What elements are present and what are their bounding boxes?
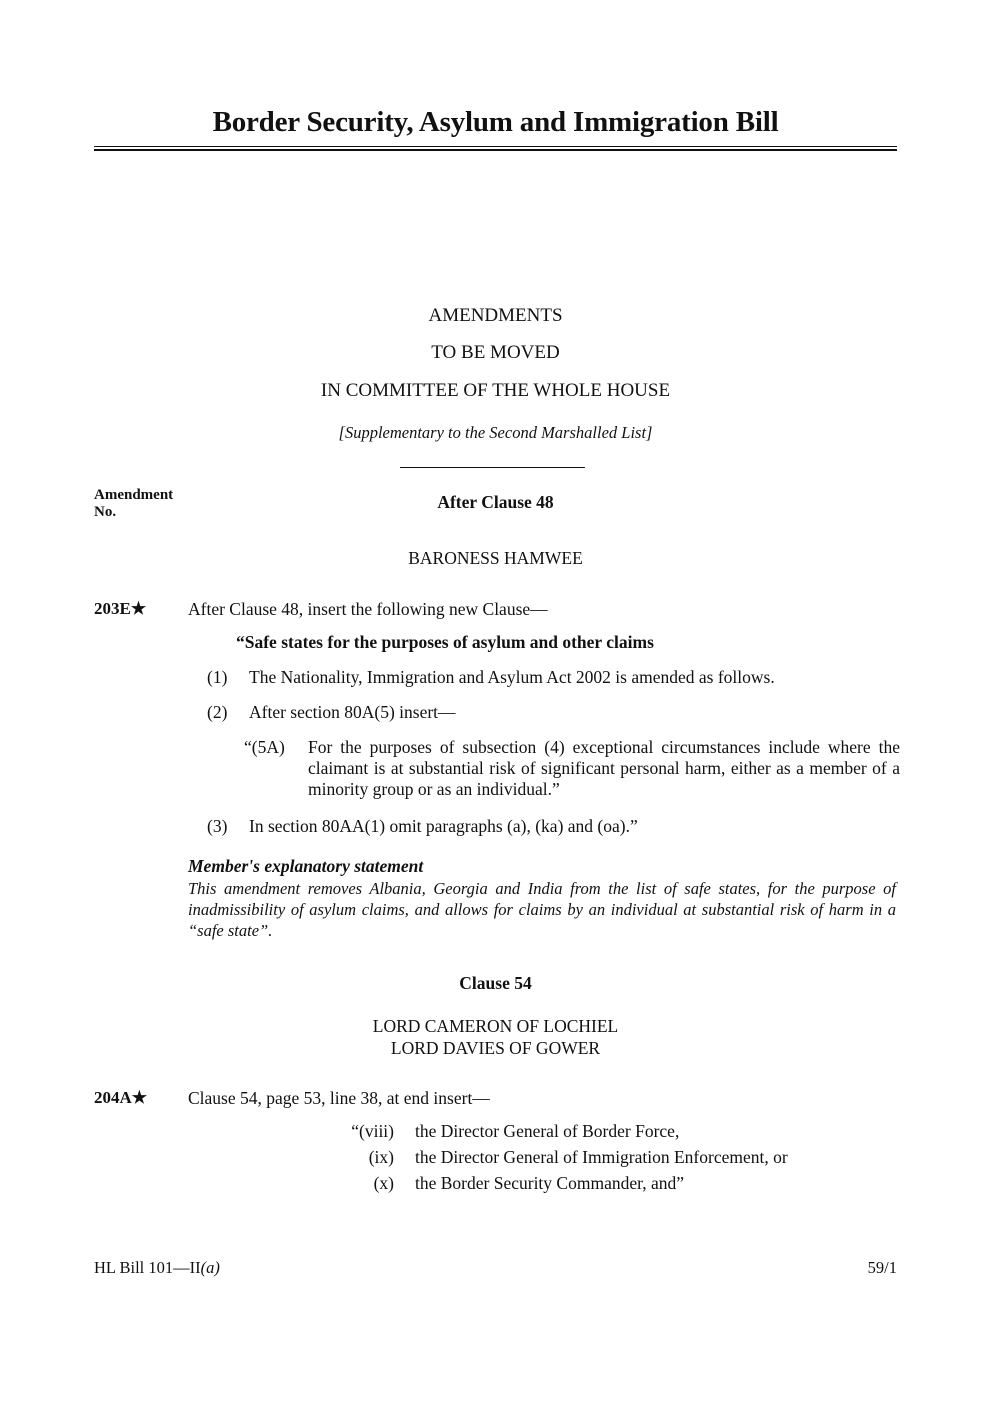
footer-bill-suffix: (a) — [200, 1258, 220, 1277]
subsection-number: (3) — [207, 816, 228, 836]
item-number: (ix) — [368, 1147, 394, 1167]
footer-bill-reference — [94, 1258, 220, 1278]
member-name: LORD DAVIES OF GOWER — [390, 1038, 601, 1058]
amendment-intro: Clause 54, page 53, line 38, at end insert— — [188, 1088, 490, 1108]
heading-to-be-moved: TO BE MOVED — [431, 342, 560, 363]
inserted-subsection-number: “(5A) — [244, 737, 285, 757]
item-text: the Border Security Commander, and” — [415, 1173, 685, 1193]
subheading: [Supplementary to the Second Marshalled List] — [338, 423, 653, 442]
title-rule-thick — [94, 149, 897, 151]
member-name: BARONESS HAMWEE — [408, 548, 583, 568]
inserted-subsection-text: For the purposes of subsection (4) exceptional circumstances include where the claimant is at substantial risk of significant personal harm, either as a member of a minority group or as an individual.” — [308, 737, 900, 799]
footer-page-number: 59/1 — [867, 1258, 897, 1277]
heading-amendments: AMENDMENTS — [428, 305, 563, 326]
title-rule-thin — [94, 146, 897, 147]
subsection-text: After section 80A(5) insert— — [249, 702, 456, 722]
subsection-number: (2) — [207, 702, 228, 722]
amendment-number: 203E★ — [94, 599, 147, 618]
heading-committee: IN COMMITTEE OF THE WHOLE HOUSE — [320, 380, 671, 401]
amendment-label-line1: Amendment — [94, 487, 174, 503]
section-heading-after-clause-48: After Clause 48 — [437, 492, 554, 512]
item-text: the Director General of Immigration Enforcement, or — [415, 1147, 788, 1167]
subsection-text: The Nationality, Immigration and Asylum Act 2002 is amended as follows. — [249, 667, 775, 687]
subsection-number: (1) — [207, 667, 228, 687]
document-title: Border Security, Asylum and Immigration Bill — [212, 106, 779, 138]
item-number: (x) — [373, 1173, 394, 1193]
explanatory-heading: Member's explanatory statement — [188, 856, 424, 876]
subsection-text: In section 80AA(1) omit paragraphs (a), (ka) and (oa).” — [249, 816, 638, 836]
amendment-number: 204A★ — [94, 1088, 148, 1107]
section-heading-clause-54: Clause 54 — [459, 973, 532, 993]
explanatory-text: This amendment removes Albania, Georgia and India from the list of safe states, for the purpose of inadmissibility of asylum claims, and allows for claims by an individual at substantial risk of harm in a “safe state”. — [188, 879, 896, 940]
member-name: LORD CAMERON OF LOCHIEL — [372, 1016, 619, 1036]
item-number: “(viii) — [351, 1121, 394, 1141]
amendment-intro: After Clause 48, insert the following new Clause— — [188, 599, 548, 619]
amendment-label-line2: No. — [94, 504, 117, 520]
footer-bill-number: HL Bill 101—II — [94, 1258, 201, 1277]
new-clause-title: “Safe states for the purposes of asylum and other claims — [236, 632, 654, 652]
item-text: the Director General of Border Force, — [415, 1121, 680, 1141]
section-divider — [400, 467, 585, 468]
